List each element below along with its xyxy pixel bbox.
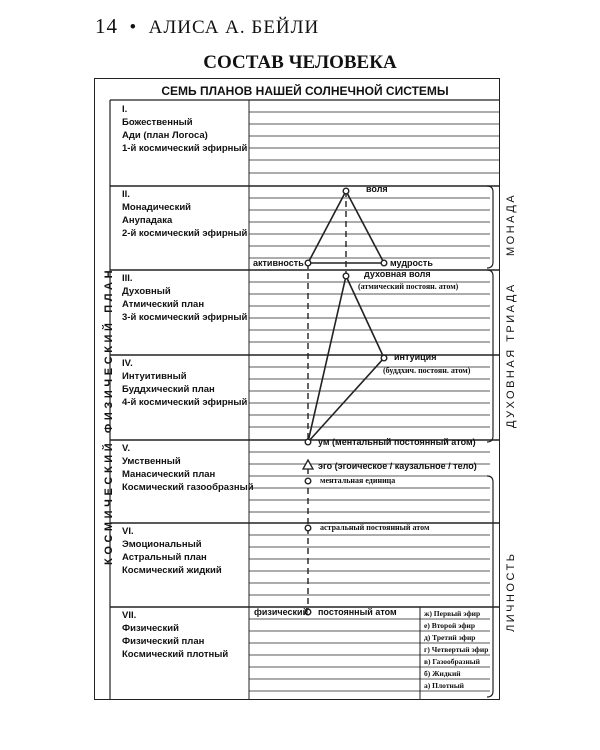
ether-4: г) Четвертый эфир — [424, 645, 489, 654]
ether-2: е) Второй эфир — [424, 621, 476, 630]
atmic-atom-label: (атмический постоян. атом) — [358, 282, 459, 291]
mind-label: ум (ментальный постоянный атом) — [318, 437, 476, 447]
astral-atom-label: астральный постоянный атом — [320, 523, 430, 532]
mental-unit-label: ментальная единица — [320, 476, 396, 485]
plane-6-label: VI. Эмоциональный Астральный план Космический жидкий — [122, 526, 222, 576]
ether-5: в) Газообразный — [424, 657, 480, 666]
wisdom-node — [381, 260, 387, 266]
plane-7-label: VII. Физический Физический план Космический плотный — [122, 610, 229, 660]
mind-node — [305, 439, 311, 445]
plane-1-label: I. Божественный Ади (план Логоса) 1-й космический эфирный — [122, 104, 248, 154]
physical-label: физический — [254, 607, 309, 617]
ether-6: б) Жидкий — [424, 669, 461, 678]
will-node — [343, 188, 349, 194]
plane-5-label: V. Умственный Манасический план Космический газообразный — [122, 443, 254, 493]
header-bullet: • — [129, 17, 138, 38]
spiritual-will-node — [343, 273, 349, 279]
personality-label: ЛИЧНОСТЬ — [505, 551, 517, 632]
page-title: СОСТАВ ЧЕЛОВЕКА — [203, 52, 397, 73]
diagram-subtitle: СЕМЬ ПЛАНОВ НАШЕЙ СОЛНЕЧНОЙ СИСТЕМЫ — [161, 84, 449, 98]
physical-atom-label: постоянный атом — [318, 607, 397, 617]
ether-1: ж) Первый эфир — [424, 609, 481, 618]
plane-3-label: III. Духовный Атмический план 3-й космический эфирный — [122, 273, 248, 323]
buddhic-atom-label: (буддхич. постоян. атом) — [383, 366, 471, 375]
plane-2-label: II. Монадический Анупадака 2-й космический эфирный — [122, 189, 248, 239]
book-author: АЛИСА А. БЕЙЛИ — [148, 17, 320, 38]
ego-label: эго (эгоическое / каузальное / тело) — [318, 461, 477, 471]
wisdom-label: мудрость — [390, 258, 433, 268]
plane-4-label: IV. Интуитивный Буддхический план 4-й космический эфирный — [122, 358, 248, 408]
spiritual-triad-label: ДУХОВНАЯ ТРИАДА — [505, 282, 517, 428]
activity-label: активность — [253, 258, 304, 268]
ether-7: а) Плотный — [424, 681, 464, 690]
will-label: воля — [366, 184, 388, 194]
spiritual-will-label: духовная воля — [364, 269, 431, 279]
activity-node — [305, 260, 311, 266]
cosmic-physical-plane-label: КОСМИЧЕСКИЙ ФИЗИЧЕСКИЙ ПЛАН — [103, 266, 115, 565]
ether-3: д) Третий эфир — [424, 633, 476, 642]
monad-label: МОНАДА — [505, 192, 517, 256]
intuition-node — [381, 355, 387, 361]
ego-triangle-icon — [303, 460, 313, 469]
astral-atom-node — [305, 525, 311, 531]
intuition-label: интуиция — [394, 352, 437, 362]
mental-unit-node — [305, 478, 311, 484]
page-number: 14 — [95, 14, 118, 38]
